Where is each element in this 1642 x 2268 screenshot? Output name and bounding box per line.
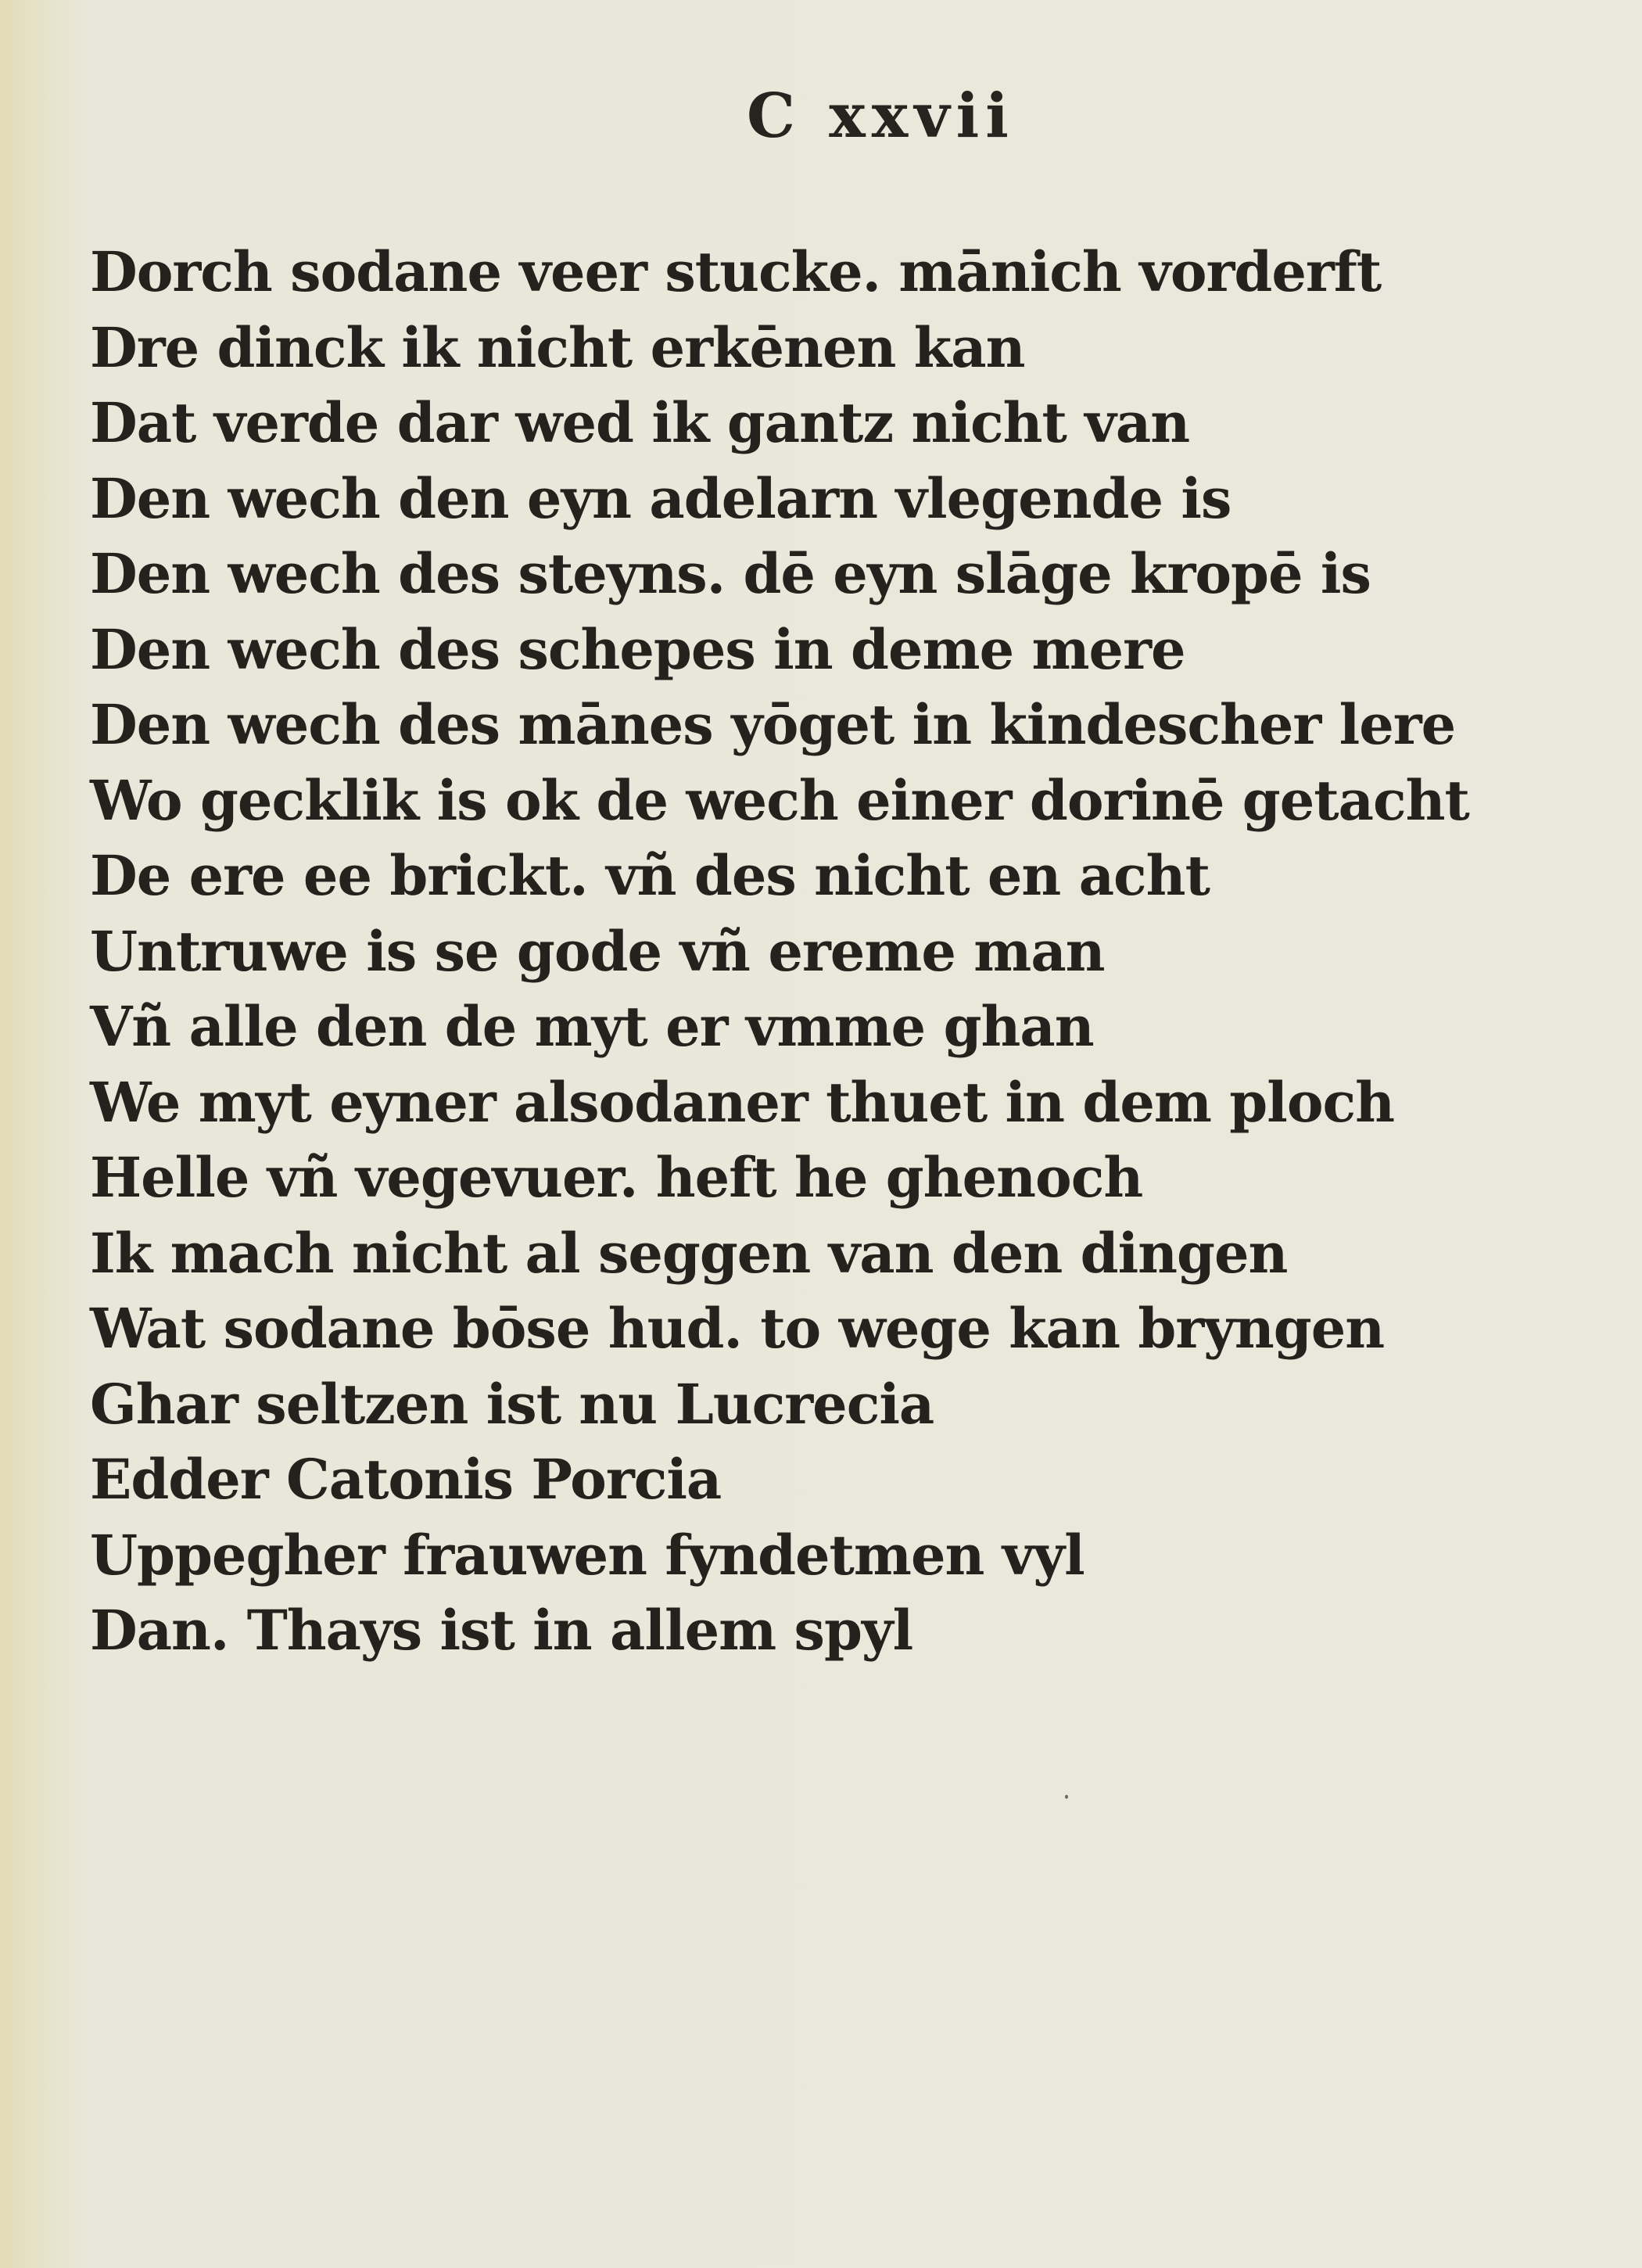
verse-line: Dorch sodane veer stucke. mānich vorderft: [90, 239, 1382, 304]
paper-speck: [1065, 1795, 1068, 1799]
verse-line: Wat sodane bōse hud. to wege kan bryngen: [90, 1296, 1385, 1361]
verse-line: Untruwe is se gode vñ ereme man: [90, 918, 1105, 984]
verse-block: [90, 235, 1536, 1669]
verse-line: Ik mach nicht al seggen van den dingen: [90, 1220, 1288, 1286]
verse-line: Dre dinck ik nicht erkēnen kan: [90, 314, 1025, 380]
verse-line: De ere ee brickt. vñ des nicht en acht: [90, 843, 1210, 908]
verse-line: Vñ alle den de myt er vmme ghan: [90, 994, 1094, 1059]
verse-line: Edder Catonis Porcia: [90, 1447, 722, 1512]
verse-line: Dat verde dar wed ik gantz nicht van: [90, 390, 1190, 455]
verse-line: Den wech des mānes yōget in kindescher lere: [90, 692, 1456, 757]
verse-line: Den wech des schepes in deme mere: [90, 616, 1185, 682]
verse-line: Wo gecklik is ok de wech einer dorinē getacht: [90, 767, 1469, 833]
verse-line: Den wech des steyns. dē eyn slāge kropē is: [90, 541, 1371, 606]
verse-line: We myt eyner alsodaner thuet in dem ploch: [90, 1069, 1395, 1135]
verse-line: Uppegher frauwen fyndetmen vyl: [90, 1522, 1085, 1588]
verse-line: Dan. Thays ist in allem spyl: [90, 1598, 913, 1663]
verse-line: Helle vñ vegevuer. heft he ghenoch: [90, 1145, 1143, 1210]
verse-line: Ghar seltzen ist nu Lucrecia: [90, 1371, 934, 1437]
folio-number: C xxvii: [747, 81, 1015, 152]
verse-line: Den wech den eyn adelarn vlegende is: [90, 465, 1232, 531]
